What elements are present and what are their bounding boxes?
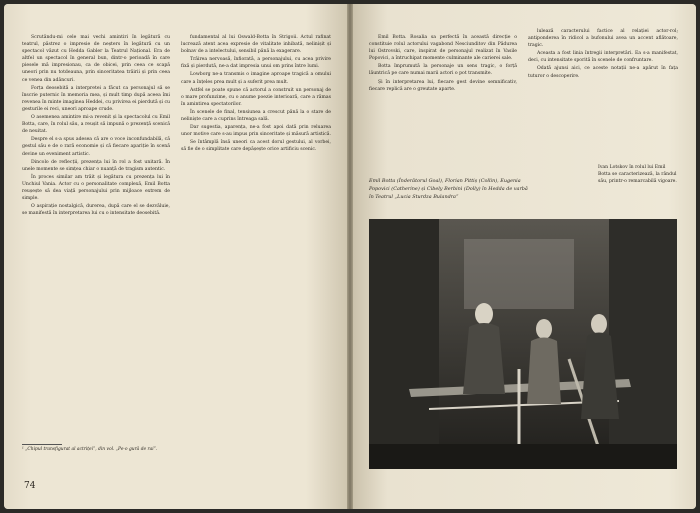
left-page xyxy=(4,4,347,509)
paragraph: Dincolo de reflecții, prezența lui în rol a fost unitară. În unele momente se simțea chiar o nuanță de tragism autentic. xyxy=(22,159,170,172)
page-number: 74 xyxy=(24,481,36,491)
footnote-rule xyxy=(22,444,62,445)
paragraph: O aspirație nostalgică, durerea, după care el se dezvăluie, se manifestă în interpretarea lui cu o intensitate deosebită. xyxy=(22,204,170,217)
paragraph: Astfel se poate spune că actorul a construit un personaj de o mare profunzime, cu o anume poezie interioară, care a rămas în amintirea spectatorilor. xyxy=(181,87,331,107)
stage-photo-illustration xyxy=(369,219,677,469)
footnote-text: ¹ „Chipul transfigurat al actriței”, din vol. „Pe-o gură de rai”. xyxy=(22,447,158,452)
stage-photo xyxy=(369,219,677,469)
paragraph: Lowborg ne-a transmis o imagine aproape tragică a omului care a înțeles prea mult și a suferit prea mult. xyxy=(181,72,331,85)
paragraph: O asemenea amintire mi-a revenit și la spectacolul cu Emil Botta, care, în rolul său, a reușit să impună o prezență scenică de neuitat. xyxy=(22,115,170,135)
paragraph: Dar sugestia, aparența, ne-a fost apoi dată prin reluarea unor motive care s-au impus prin sinceritate și măsură artistică. xyxy=(181,125,331,138)
left-column-1 xyxy=(22,34,170,439)
paragraph: Odată ajunsi aici, ce aceste notații ne-a apărut în fața tuturor o descoperire. xyxy=(528,66,678,79)
paragraph: fundamental al lui Oswald-Botta în Strigoii. Actul rafinat lucrează atent acea expresie de vitalitate inhibată, nelinișit și bolnav de a intelectului, sensibil până la exagerare. xyxy=(181,35,331,55)
paragraph: Emil Botta. Rosalia sa perfectă în această direcție o constituie rolul actorului vagabond Nesciunditov din Pădurea lui Ostrovski, care, inspirat de personajul realizat în Vasile Popovici, a întruchipat momente culminante ale carierei sale. xyxy=(369,35,517,62)
footnote xyxy=(22,444,170,454)
right-column-2 xyxy=(528,28,678,154)
paragraph: În proces similar am trăit și legătura cu prezența lui în Unchiul Vania. Actor cu o personalitate complexă, Emil Botta reușește să dea viață personajului prin mijloace extrem de simple. xyxy=(22,174,170,202)
right-column-tail: Ivan Lotskov în rolul lui Emil Botta se caracterizează, la rândul său, printr-o remarcabilă vigoare. xyxy=(598,165,677,185)
book-spread xyxy=(4,4,696,509)
paragraph: Aceasta a fost linia întregii interpretări. Ea s-a manifestat, deci, cu intensitate sporită în scenele de confruntare. xyxy=(528,51,678,64)
photo-caption: Emil Botta (Înderătorul Goal), Florian Pittiș (Collin), Eugenia Popovici (Catherine) și Cibely Berbini (Dolly) în Hedda de varbă în Teatrul „Lucia Sturdza Bulandra” xyxy=(369,178,528,200)
paragraph: Trăirea nervoasă, înfiorată, a personajului, cu acea privire fixă și pierdută, ne-a dat impresia unui om prins între lumi. xyxy=(181,57,331,70)
right-page xyxy=(353,4,696,509)
paragraph: Despre el s-a spus adesea că are o voce inconfundabilă, că gestul său e de o rară economie și că fiecare apariție în scenă devine un eveniment artistic. xyxy=(22,137,170,157)
paragraph: Se întâmplă însă uneori ca acest dorul gestului, al vorbei, să fie de o simplitate care depășește orice artificiu scenic. xyxy=(181,140,331,153)
paragraph: Botta împrumută la personaje un sens tragic, o forță lăuntrică pe care numai marii actori o pot transmite. xyxy=(369,64,517,77)
paragraph: Și în interpretarea lui, fiecare gest devine semnificativ, fiecare replică are o greutate aparte. xyxy=(369,79,517,92)
paragraph: lulează caracterului factice al relației actor-rol; antiponderea în ridicol a bufonului avea un accent aflătoare, tragic. xyxy=(528,29,678,49)
paragraph: Scrutându-mi cele mai vechi amintiri în legătură cu teatrul, păstrez o impresie de neșters în legătură cu un spectacol văzut cu Hedda Gabler la Teatrul Național. Era de altfel un spectacol în general bun, dintr-o perioadă în care piesele mă impresionau, ca de obicei, prin ceea ce scapă uneori prin nu totdeauna, prin sinceritatea trăirii și prin ceea ce venea din adâncuri. xyxy=(22,35,170,83)
paragraph: Forța deosebită a interpretei a făcut ca personajul să se înscrie puternic în memoria mea, și mult timp după aceea îmi revenea în minte imaginea Heddei, cu privirea ei pierdută și cu gesturile ei reci, uneori aproape crude. xyxy=(22,85,170,112)
paragraph: În scenele de final, tensiunea a crescut până la o stare de neliniște care a cuprins întreaga sală. xyxy=(181,109,331,123)
left-column-2 xyxy=(181,34,331,504)
right-column-1 xyxy=(369,34,517,160)
